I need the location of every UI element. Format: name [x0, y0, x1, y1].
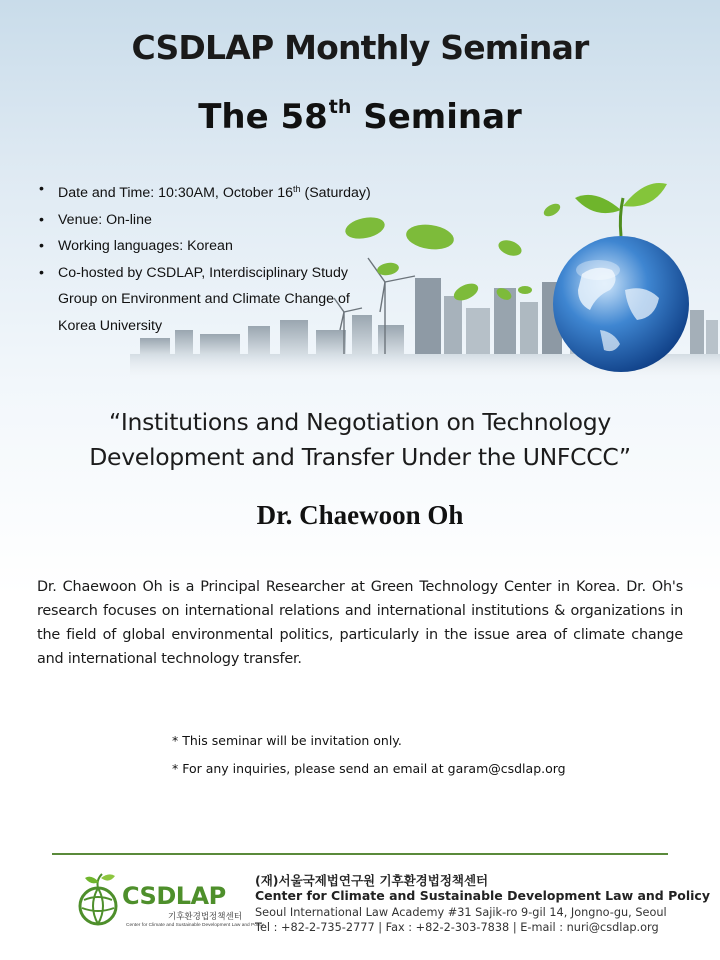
talk-title: [0, 405, 720, 475]
csdlap-logo: [74, 872, 264, 932]
seminar-word: Seminar: [351, 97, 522, 137]
footer-address: Seoul International Law Academy #31 Sajik-ro 9-gil 14, Jongno-gu, Seoul: [255, 906, 667, 919]
logo-english-name: Center for Climate and Sustainable Development Law and Policy: [126, 923, 264, 928]
cohost-line-2: Group on Environment and Climate Change of: [58, 291, 350, 307]
footer-english-name: Center for Climate and Sustainable Development Law and Policy: [255, 888, 710, 903]
talk-title-line-2: Development and Transfer Under the UNFCCC”: [89, 443, 631, 471]
date-ordinal: th: [293, 184, 301, 194]
logo-wordmark: CSDLAP: [122, 882, 226, 910]
logo-korean-name: 기후환경법정책센터: [168, 912, 242, 922]
seminar-ordinal: th: [328, 96, 352, 118]
cohost-line-1: Co-hosted by CSDLAP, Interdisciplinary Study: [58, 264, 348, 281]
seminar-details-list: [38, 176, 388, 339]
globe-icon: [553, 236, 689, 372]
date-time-item: [38, 176, 388, 207]
footer-korean-name: (재)서울국제법연구원 기후환경법정책센터: [255, 873, 489, 888]
venue-item: • Venue: On-line: [38, 207, 388, 234]
speaker-bio: Dr. Chaewoon Oh is a Principal Researcher at Green Technology Center in Korea. Dr. Oh's research focuses on international relations and international institutions & organizations in the field of global environmental politics, particularly in the issue area of climate change and international technology transfer.: [37, 579, 683, 667]
cohost-line-3: Korea University: [58, 317, 163, 334]
footer-contact: Tel : +82-2-735-2777 | Fax : +82-2-303-7838 | E-mail : nuri@csdlap.org: [255, 921, 659, 934]
languages-item: • Working languages: Korean: [38, 233, 388, 260]
inquiry-note: * For any inquiries, please send an email at garam@csdlap.org: [172, 761, 566, 776]
org-title: CSDLAP Monthly Seminar: [131, 28, 589, 67]
seminar-number: The 58: [198, 97, 328, 137]
date-time-text: Date and Time: 10:30AM, October 16: [58, 185, 294, 201]
talk-title-line-1: “Institutions and Negotiation on Technology: [109, 408, 611, 436]
cohost-item: [38, 260, 388, 340]
date-weekday: (Saturday): [300, 185, 371, 201]
leaf-globe-icon: [74, 872, 124, 930]
sprout-icon: [575, 183, 667, 236]
footer-divider: [52, 853, 668, 855]
seminar-title: [0, 96, 720, 137]
invitation-note: * This seminar will be invitation only.: [172, 733, 402, 748]
speaker-name: Dr. Chaewoon Oh: [256, 500, 464, 530]
